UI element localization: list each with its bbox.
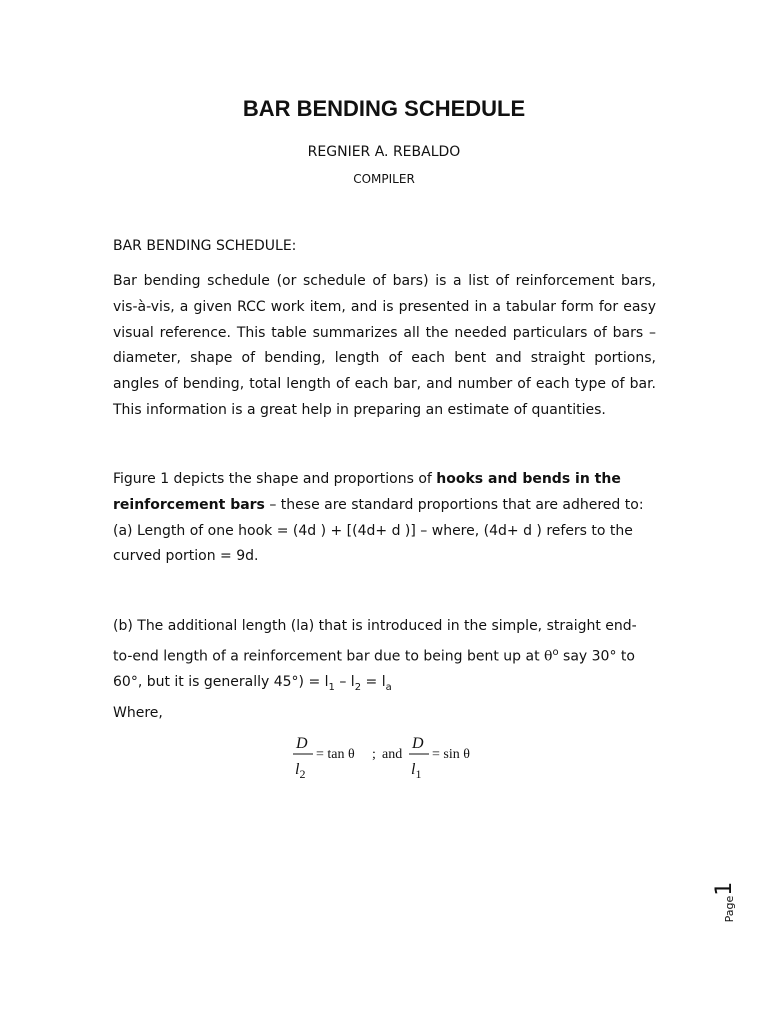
theta-symbol: θ	[544, 648, 553, 665]
formula-rhs-2: = sin θ	[432, 747, 470, 762]
section-heading: BAR BENDING SCHEDULE:	[113, 238, 297, 254]
formula-and: and	[382, 747, 403, 762]
paragraph-figure	[113, 467, 656, 570]
document-title: BAR BENDING SCHEDULE	[242, 96, 526, 121]
bold-phrase: hooks and bends in the reinforcement bars	[113, 471, 621, 513]
page-number	[692, 880, 736, 924]
paragraph-item-b	[113, 614, 656, 727]
item-b: (b) The additional length (la) that is introduced in the simple, straight end-to-end length of a reinforcement bar due to being bent up at $\theta^o$ say 30° to 60°, but it is generally $45^\circ) = l_1 - l_2 = l_a$	[113, 618, 637, 694]
formula-separator: ;	[372, 747, 376, 762]
where-label: Where,	[113, 704, 163, 721]
formula-denominator-1: $l_2$	[295, 761, 306, 781]
formula-denominator-2: $l_1$	[411, 761, 422, 781]
item-a: (a) Length of one hook = (4d ) + [(4d+ d )] – where, (4d+ d ) refers to the curved portion = 9d.	[113, 522, 633, 565]
formula-numerator-1: D	[296, 735, 308, 752]
paragraph-intro: Bar bending schedule (or schedule of bars) is a list of reinforcement bars, vis-à-vis, a given RCC work item, and is presented in a tabular form for easy visual reference. This table summarizes all the needed particulars of bars – diameter, shape of bending, length of each bent and straight portions, angles of bending, total length of each bar, and number of each type of bar. This information is a great help in preparing an estimate of quantities.	[113, 273, 656, 418]
page-number-value: 1	[712, 881, 737, 896]
page-label: Page	[723, 895, 736, 923]
formula-numerator-2: D	[412, 735, 424, 752]
trig-formula	[290, 730, 490, 784]
author-role: COMPILER	[353, 172, 415, 186]
author-name: REGNIER A. REBALDO	[307, 144, 461, 160]
formula-rhs-1: = tan θ	[316, 747, 355, 762]
paragraph-figure-text: Figure 1 depicts the shape and proportions of hooks and bends in the reinforcement bars – these are standard proportions that are adhered to:	[113, 471, 644, 513]
